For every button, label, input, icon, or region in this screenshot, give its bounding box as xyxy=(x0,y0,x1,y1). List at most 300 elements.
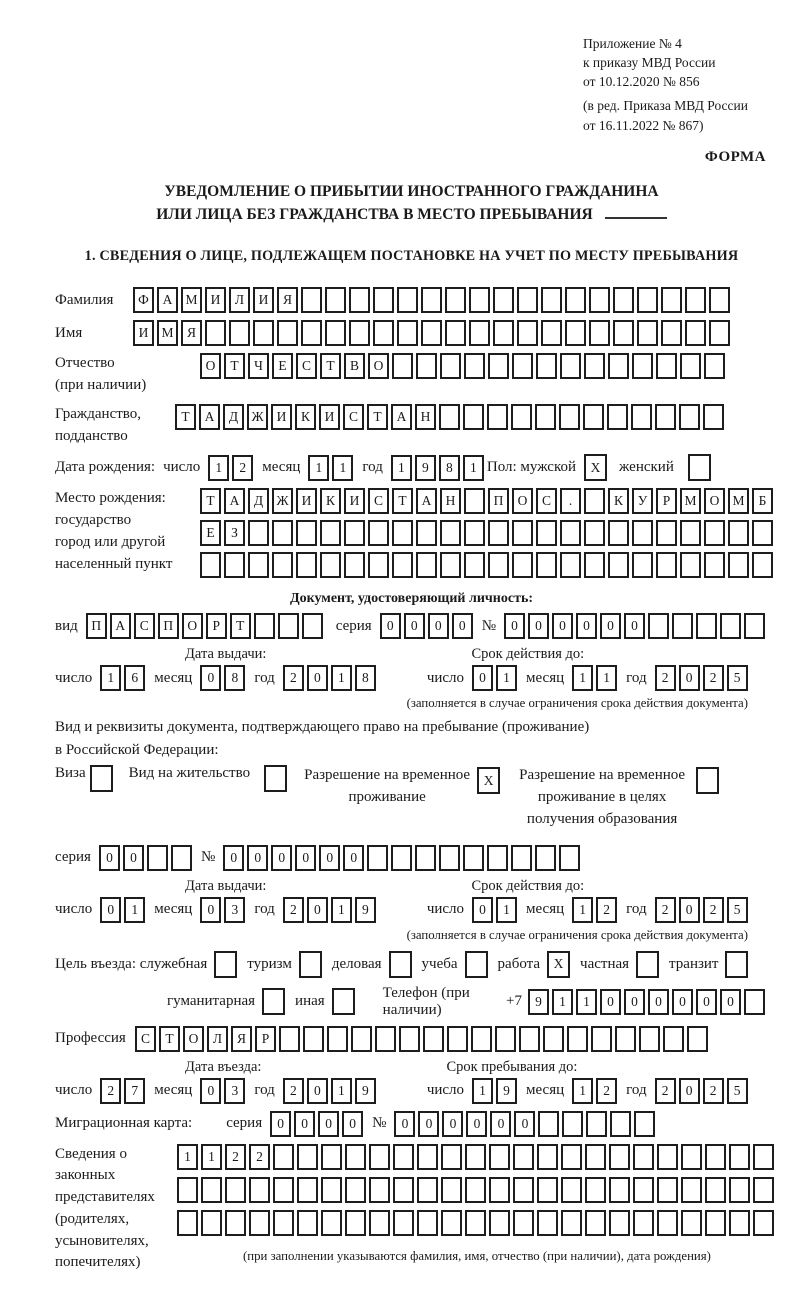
char-cell[interactable] xyxy=(609,1210,630,1236)
purpose-tranzit-checkbox[interactable] xyxy=(725,951,748,978)
char-cell[interactable]: 5 xyxy=(727,665,748,691)
char-cell[interactable] xyxy=(680,552,701,578)
char-cell[interactable]: 1 xyxy=(331,897,352,923)
char-cell[interactable]: 1 xyxy=(332,455,353,481)
char-cell[interactable]: 0 xyxy=(600,989,621,1015)
char-cell[interactable] xyxy=(368,552,389,578)
char-cell[interactable] xyxy=(272,552,293,578)
char-cell[interactable] xyxy=(417,1144,438,1170)
char-cell[interactable]: Д xyxy=(223,404,244,430)
char-cell[interactable]: 0 xyxy=(466,1111,487,1137)
char-cell[interactable] xyxy=(465,1144,486,1170)
char-cell[interactable] xyxy=(560,520,581,546)
char-cell[interactable] xyxy=(296,552,317,578)
char-cell[interactable]: 1 xyxy=(208,455,229,481)
char-cell[interactable] xyxy=(584,353,605,379)
char-cell[interactable] xyxy=(560,353,581,379)
char-cell[interactable]: Е xyxy=(200,520,221,546)
char-cell[interactable]: П xyxy=(488,488,509,514)
char-cell[interactable] xyxy=(368,520,389,546)
char-cell[interactable] xyxy=(373,320,394,346)
char-cell[interactable] xyxy=(637,320,658,346)
char-cell[interactable] xyxy=(248,520,269,546)
char-cell[interactable] xyxy=(201,1177,222,1203)
char-cell[interactable]: 0 xyxy=(576,613,597,639)
char-cell[interactable]: А xyxy=(416,488,437,514)
char-cell[interactable] xyxy=(273,1210,294,1236)
char-cell[interactable]: 1 xyxy=(100,665,121,691)
char-cell[interactable] xyxy=(325,287,346,313)
char-cell[interactable]: 2 xyxy=(283,897,304,923)
char-cell[interactable]: 0 xyxy=(394,1111,415,1137)
char-cell[interactable]: Ч xyxy=(248,353,269,379)
char-cell[interactable] xyxy=(565,287,586,313)
char-cell[interactable]: Ж xyxy=(272,488,293,514)
char-cell[interactable]: С xyxy=(343,404,364,430)
char-cell[interactable] xyxy=(417,1177,438,1203)
char-cell[interactable] xyxy=(696,613,717,639)
char-cell[interactable] xyxy=(561,1177,582,1203)
char-cell[interactable]: 2 xyxy=(596,897,617,923)
char-cell[interactable]: 0 xyxy=(247,845,268,871)
char-cell[interactable]: О xyxy=(704,488,725,514)
char-cell[interactable] xyxy=(302,613,323,639)
char-cell[interactable]: С xyxy=(296,353,317,379)
char-cell[interactable] xyxy=(369,1144,390,1170)
char-cell[interactable]: И xyxy=(271,404,292,430)
char-cell[interactable] xyxy=(351,1026,372,1052)
char-cell[interactable]: 0 xyxy=(200,897,221,923)
char-cell[interactable] xyxy=(421,287,442,313)
char-cell[interactable]: 0 xyxy=(319,845,340,871)
char-cell[interactable] xyxy=(704,520,725,546)
char-cell[interactable]: 0 xyxy=(418,1111,439,1137)
char-cell[interactable] xyxy=(709,320,730,346)
char-cell[interactable] xyxy=(487,404,508,430)
char-cell[interactable] xyxy=(369,1177,390,1203)
char-cell[interactable]: 0 xyxy=(552,613,573,639)
char-cell[interactable] xyxy=(585,1210,606,1236)
char-cell[interactable] xyxy=(488,353,509,379)
char-cell[interactable] xyxy=(685,287,706,313)
char-cell[interactable] xyxy=(296,520,317,546)
char-cell[interactable] xyxy=(753,1177,774,1203)
char-cell[interactable] xyxy=(397,320,418,346)
char-cell[interactable]: 1 xyxy=(496,665,517,691)
char-cell[interactable] xyxy=(728,552,749,578)
char-cell[interactable]: 0 xyxy=(100,897,121,923)
char-cell[interactable]: Т xyxy=(175,404,196,430)
char-cell[interactable]: 1 xyxy=(331,665,352,691)
char-cell[interactable]: 2 xyxy=(703,665,724,691)
char-cell[interactable]: М xyxy=(181,287,202,313)
char-cell[interactable] xyxy=(469,287,490,313)
char-cell[interactable]: А xyxy=(157,287,178,313)
char-cell[interactable] xyxy=(417,1210,438,1236)
char-cell[interactable] xyxy=(607,404,628,430)
char-cell[interactable]: 0 xyxy=(720,989,741,1015)
char-cell[interactable] xyxy=(538,1111,559,1137)
char-cell[interactable] xyxy=(489,1210,510,1236)
char-cell[interactable] xyxy=(559,404,580,430)
char-cell[interactable] xyxy=(681,1144,702,1170)
char-cell[interactable] xyxy=(225,1177,246,1203)
char-cell[interactable] xyxy=(704,552,725,578)
char-cell[interactable] xyxy=(373,287,394,313)
char-cell[interactable]: Т xyxy=(224,353,245,379)
char-cell[interactable] xyxy=(585,1177,606,1203)
char-cell[interactable] xyxy=(278,613,299,639)
char-cell[interactable] xyxy=(657,1210,678,1236)
char-cell[interactable] xyxy=(608,520,629,546)
char-cell[interactable] xyxy=(720,613,741,639)
char-cell[interactable]: 1 xyxy=(177,1144,198,1170)
char-cell[interactable] xyxy=(201,1210,222,1236)
char-cell[interactable] xyxy=(279,1026,300,1052)
char-cell[interactable] xyxy=(297,1210,318,1236)
char-cell[interactable]: А xyxy=(391,404,412,430)
char-cell[interactable]: Ф xyxy=(133,287,154,313)
char-cell[interactable]: 0 xyxy=(624,613,645,639)
char-cell[interactable] xyxy=(397,287,418,313)
char-cell[interactable]: 8 xyxy=(439,455,460,481)
char-cell[interactable] xyxy=(345,1177,366,1203)
char-cell[interactable] xyxy=(421,320,442,346)
char-cell[interactable] xyxy=(416,552,437,578)
char-cell[interactable]: 9 xyxy=(415,455,436,481)
char-cell[interactable] xyxy=(512,353,533,379)
char-cell[interactable]: О xyxy=(183,1026,204,1052)
char-cell[interactable]: 1 xyxy=(552,989,573,1015)
char-cell[interactable]: А xyxy=(224,488,245,514)
char-cell[interactable] xyxy=(663,1026,684,1052)
char-cell[interactable] xyxy=(171,845,192,871)
char-cell[interactable] xyxy=(393,1144,414,1170)
char-cell[interactable]: 5 xyxy=(727,1078,748,1104)
char-cell[interactable] xyxy=(589,320,610,346)
char-cell[interactable]: 0 xyxy=(600,613,621,639)
char-cell[interactable] xyxy=(249,1177,270,1203)
char-cell[interactable] xyxy=(585,1144,606,1170)
char-cell[interactable]: 0 xyxy=(294,1111,315,1137)
char-cell[interactable]: С xyxy=(134,613,155,639)
char-cell[interactable] xyxy=(705,1144,726,1170)
char-cell[interactable] xyxy=(464,488,485,514)
char-cell[interactable]: 8 xyxy=(355,665,376,691)
char-cell[interactable] xyxy=(495,1026,516,1052)
char-cell[interactable]: А xyxy=(199,404,220,430)
char-cell[interactable] xyxy=(488,520,509,546)
char-cell[interactable]: 0 xyxy=(428,613,449,639)
char-cell[interactable] xyxy=(559,845,580,871)
char-cell[interactable] xyxy=(465,1177,486,1203)
char-cell[interactable] xyxy=(224,552,245,578)
char-cell[interactable]: 0 xyxy=(404,613,425,639)
char-cell[interactable]: 2 xyxy=(655,665,676,691)
char-cell[interactable] xyxy=(200,552,221,578)
char-cell[interactable] xyxy=(536,552,557,578)
char-cell[interactable] xyxy=(399,1026,420,1052)
char-cell[interactable] xyxy=(423,1026,444,1052)
char-cell[interactable] xyxy=(325,320,346,346)
char-cell[interactable] xyxy=(705,1210,726,1236)
char-cell[interactable]: 9 xyxy=(528,989,549,1015)
char-cell[interactable]: 0 xyxy=(271,845,292,871)
char-cell[interactable] xyxy=(634,1111,655,1137)
char-cell[interactable] xyxy=(487,845,508,871)
char-cell[interactable] xyxy=(297,1177,318,1203)
char-cell[interactable] xyxy=(277,320,298,346)
char-cell[interactable] xyxy=(657,1144,678,1170)
char-cell[interactable] xyxy=(513,1177,534,1203)
char-cell[interactable] xyxy=(633,1177,654,1203)
char-cell[interactable]: 9 xyxy=(496,1078,517,1104)
char-cell[interactable]: О xyxy=(182,613,203,639)
char-cell[interactable] xyxy=(297,1144,318,1170)
char-cell[interactable] xyxy=(705,1177,726,1203)
char-cell[interactable] xyxy=(613,287,634,313)
char-cell[interactable]: У xyxy=(632,488,653,514)
char-cell[interactable] xyxy=(345,1210,366,1236)
char-cell[interactable]: М xyxy=(680,488,701,514)
char-cell[interactable] xyxy=(609,1177,630,1203)
char-cell[interactable] xyxy=(631,404,652,430)
char-cell[interactable]: 3 xyxy=(224,897,245,923)
char-cell[interactable] xyxy=(584,488,605,514)
char-cell[interactable] xyxy=(744,989,765,1015)
char-cell[interactable]: Т xyxy=(392,488,413,514)
char-cell[interactable]: 1 xyxy=(472,1078,493,1104)
char-cell[interactable] xyxy=(493,320,514,346)
char-cell[interactable] xyxy=(560,552,581,578)
char-cell[interactable] xyxy=(639,1026,660,1052)
char-cell[interactable] xyxy=(589,287,610,313)
purpose-turizm-checkbox[interactable] xyxy=(299,951,322,978)
char-cell[interactable] xyxy=(511,404,532,430)
char-cell[interactable]: К xyxy=(320,488,341,514)
char-cell[interactable] xyxy=(512,520,533,546)
sex-male-checkbox[interactable]: X xyxy=(584,454,607,481)
char-cell[interactable] xyxy=(489,1177,510,1203)
char-cell[interactable] xyxy=(229,320,250,346)
char-cell[interactable] xyxy=(416,520,437,546)
char-cell[interactable] xyxy=(537,1177,558,1203)
char-cell[interactable] xyxy=(584,520,605,546)
char-cell[interactable] xyxy=(344,520,365,546)
temp-permit-checkbox[interactable]: X xyxy=(477,767,500,794)
char-cell[interactable]: Я xyxy=(181,320,202,346)
char-cell[interactable]: Ж xyxy=(247,404,268,430)
char-cell[interactable]: 2 xyxy=(655,1078,676,1104)
char-cell[interactable] xyxy=(513,1144,534,1170)
char-cell[interactable] xyxy=(416,353,437,379)
char-cell[interactable]: 1 xyxy=(596,665,617,691)
char-cell[interactable] xyxy=(248,552,269,578)
char-cell[interactable]: 0 xyxy=(343,845,364,871)
char-cell[interactable]: 7 xyxy=(124,1078,145,1104)
char-cell[interactable] xyxy=(445,287,466,313)
char-cell[interactable]: 0 xyxy=(472,665,493,691)
char-cell[interactable] xyxy=(511,845,532,871)
char-cell[interactable]: 3 xyxy=(224,1078,245,1104)
char-cell[interactable] xyxy=(489,1144,510,1170)
char-cell[interactable] xyxy=(464,552,485,578)
char-cell[interactable]: Н xyxy=(415,404,436,430)
char-cell[interactable] xyxy=(535,404,556,430)
char-cell[interactable] xyxy=(672,613,693,639)
char-cell[interactable]: 2 xyxy=(283,1078,304,1104)
char-cell[interactable]: 1 xyxy=(572,897,593,923)
char-cell[interactable] xyxy=(225,1210,246,1236)
char-cell[interactable]: 0 xyxy=(270,1111,291,1137)
char-cell[interactable] xyxy=(561,1144,582,1170)
char-cell[interactable] xyxy=(301,287,322,313)
char-cell[interactable]: 0 xyxy=(295,845,316,871)
char-cell[interactable]: 1 xyxy=(201,1144,222,1170)
char-cell[interactable] xyxy=(729,1210,750,1236)
char-cell[interactable]: 0 xyxy=(679,897,700,923)
char-cell[interactable]: 0 xyxy=(452,613,473,639)
char-cell[interactable]: Л xyxy=(207,1026,228,1052)
char-cell[interactable]: 2 xyxy=(655,897,676,923)
char-cell[interactable] xyxy=(703,404,724,430)
char-cell[interactable] xyxy=(661,320,682,346)
char-cell[interactable] xyxy=(608,353,629,379)
char-cell[interactable]: 0 xyxy=(472,897,493,923)
char-cell[interactable] xyxy=(687,1026,708,1052)
char-cell[interactable]: Д xyxy=(248,488,269,514)
char-cell[interactable]: Е xyxy=(272,353,293,379)
char-cell[interactable] xyxy=(656,353,677,379)
char-cell[interactable] xyxy=(391,845,412,871)
char-cell[interactable] xyxy=(655,404,676,430)
purpose-rabota-checkbox[interactable]: X xyxy=(547,951,570,978)
char-cell[interactable] xyxy=(471,1026,492,1052)
char-cell[interactable] xyxy=(445,320,466,346)
char-cell[interactable]: К xyxy=(295,404,316,430)
char-cell[interactable] xyxy=(321,1177,342,1203)
visa-checkbox[interactable] xyxy=(90,765,113,792)
purpose-sluzhebnaya-checkbox[interactable] xyxy=(214,951,237,978)
char-cell[interactable] xyxy=(393,1210,414,1236)
char-cell[interactable] xyxy=(349,287,370,313)
char-cell[interactable] xyxy=(536,520,557,546)
char-cell[interactable] xyxy=(657,1177,678,1203)
sex-female-checkbox[interactable] xyxy=(688,454,711,481)
char-cell[interactable]: К xyxy=(608,488,629,514)
char-cell[interactable]: И xyxy=(253,287,274,313)
char-cell[interactable]: Р xyxy=(206,613,227,639)
char-cell[interactable] xyxy=(656,552,677,578)
char-cell[interactable]: Т xyxy=(159,1026,180,1052)
char-cell[interactable]: 6 xyxy=(124,665,145,691)
char-cell[interactable]: 0 xyxy=(307,897,328,923)
char-cell[interactable]: 0 xyxy=(490,1111,511,1137)
char-cell[interactable]: 0 xyxy=(342,1111,363,1137)
char-cell[interactable]: Н xyxy=(440,488,461,514)
char-cell[interactable] xyxy=(447,1026,468,1052)
char-cell[interactable] xyxy=(537,1210,558,1236)
char-cell[interactable]: 2 xyxy=(703,1078,724,1104)
char-cell[interactable]: 1 xyxy=(391,455,412,481)
char-cell[interactable] xyxy=(648,613,669,639)
char-cell[interactable]: И xyxy=(319,404,340,430)
char-cell[interactable]: 0 xyxy=(679,665,700,691)
char-cell[interactable] xyxy=(613,320,634,346)
char-cell[interactable]: И xyxy=(344,488,365,514)
char-cell[interactable]: О xyxy=(368,353,389,379)
char-cell[interactable] xyxy=(541,287,562,313)
char-cell[interactable]: 2 xyxy=(100,1078,121,1104)
char-cell[interactable] xyxy=(610,1111,631,1137)
residence-permit-checkbox[interactable] xyxy=(264,765,287,792)
purpose-delovaya-checkbox[interactable] xyxy=(389,951,412,978)
char-cell[interactable] xyxy=(632,552,653,578)
char-cell[interactable]: Л xyxy=(229,287,250,313)
char-cell[interactable]: 0 xyxy=(307,665,328,691)
char-cell[interactable] xyxy=(349,320,370,346)
char-cell[interactable] xyxy=(680,353,701,379)
char-cell[interactable] xyxy=(633,1210,654,1236)
char-cell[interactable] xyxy=(609,1144,630,1170)
char-cell[interactable] xyxy=(441,1210,462,1236)
char-cell[interactable] xyxy=(704,353,725,379)
purpose-chastnaya-checkbox[interactable] xyxy=(636,951,659,978)
char-cell[interactable] xyxy=(608,552,629,578)
char-cell[interactable] xyxy=(583,404,604,430)
char-cell[interactable]: 0 xyxy=(318,1111,339,1137)
char-cell[interactable]: Р xyxy=(656,488,677,514)
char-cell[interactable] xyxy=(321,1144,342,1170)
char-cell[interactable]: 1 xyxy=(124,897,145,923)
char-cell[interactable] xyxy=(753,1210,774,1236)
char-cell[interactable] xyxy=(586,1111,607,1137)
char-cell[interactable]: 1 xyxy=(496,897,517,923)
char-cell[interactable] xyxy=(681,1210,702,1236)
char-cell[interactable] xyxy=(321,1210,342,1236)
char-cell[interactable]: 0 xyxy=(200,665,221,691)
char-cell[interactable]: П xyxy=(86,613,107,639)
char-cell[interactable] xyxy=(512,552,533,578)
char-cell[interactable] xyxy=(488,552,509,578)
char-cell[interactable] xyxy=(415,845,436,871)
char-cell[interactable] xyxy=(344,552,365,578)
char-cell[interactable] xyxy=(752,552,773,578)
char-cell[interactable]: Т xyxy=(230,613,251,639)
char-cell[interactable]: 1 xyxy=(331,1078,352,1104)
char-cell[interactable] xyxy=(567,1026,588,1052)
char-cell[interactable] xyxy=(728,520,749,546)
char-cell[interactable] xyxy=(253,320,274,346)
purpose-ucheba-checkbox[interactable] xyxy=(465,951,488,978)
char-cell[interactable] xyxy=(513,1210,534,1236)
char-cell[interactable] xyxy=(656,520,677,546)
char-cell[interactable] xyxy=(464,520,485,546)
char-cell[interactable]: И xyxy=(205,287,226,313)
char-cell[interactable] xyxy=(301,320,322,346)
char-cell[interactable] xyxy=(537,1144,558,1170)
char-cell[interactable]: 0 xyxy=(504,613,525,639)
char-cell[interactable]: 1 xyxy=(308,455,329,481)
char-cell[interactable]: Я xyxy=(231,1026,252,1052)
char-cell[interactable] xyxy=(535,845,556,871)
char-cell[interactable]: Р xyxy=(255,1026,276,1052)
char-cell[interactable] xyxy=(440,552,461,578)
char-cell[interactable]: 2 xyxy=(703,897,724,923)
char-cell[interactable] xyxy=(681,1177,702,1203)
char-cell[interactable]: 2 xyxy=(283,665,304,691)
char-cell[interactable] xyxy=(327,1026,348,1052)
